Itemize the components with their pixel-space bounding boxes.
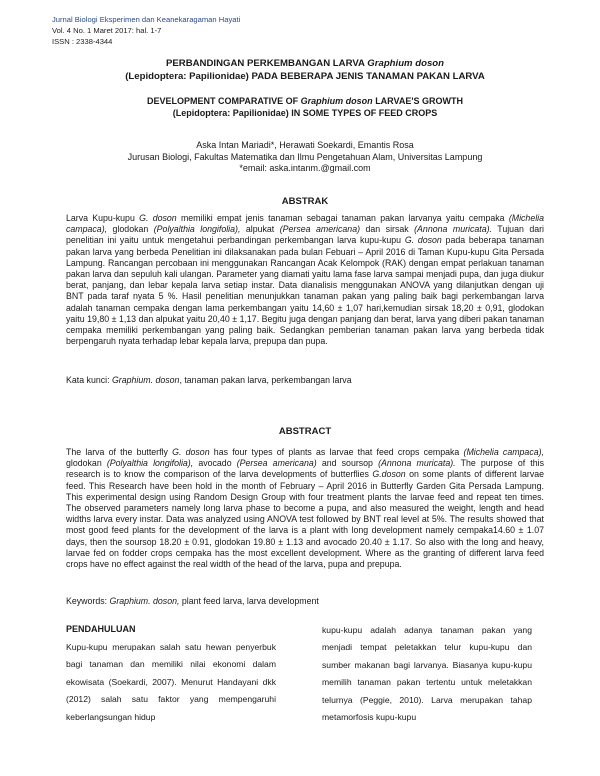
title-indonesian [70,58,540,83]
abstract-heading: ABSTRACT [278,426,332,437]
journal-header [52,14,240,47]
journal-volume: Vol. 4 No. 1 Maret 2017: hal. 1-7 [52,26,162,35]
intro-column-left [66,622,276,726]
abstract-body: The larva of the butterfly G. doson has four types of plants as larvae that feed crops cempaka (Michelia campaca), glodokan (Polyalthia longifolia), avocado (Persea americana) and soursop (Annona muricata). The purpose of this research is to know the comparison of the larva developments of butterflies G.doson on some plants of different larvae feed. This Research have been hold in the month of February – April 2016 in Butterfly Garden Gita Persada Lampung. This experimental design using Random Design Group with four treatment plants the larvae feed and repeat ten times. The observed parameters namely long larva phase to become a pupa, and also measured the weight, length and head widths larva every instar. Data was analyzed using ANOVA test followed by BNT real level at 5%. The results showed that most good feed plants for the development of the larva is a plant with long development namely cempaka14.60 ± 1.07 days, then the soursop 18.20 ± 0.91, glodokan 19.80 ± 1.13 and avocado 20.40 ± 1.17. So also with the long and heavy, larvae fed on fodder crops cempaka has the most excellent development. Where as the granting of different larva feed crops have no effect against the real width of the head of the larva, pupa and prepupa. [66,447,545,570]
intro-column-right [322,622,532,726]
journal-name: Jurnal Biologi Eksperimen dan Keanekaragaman Hayati [52,15,241,24]
title-en-species: Graphium doson [300,96,373,106]
author-email: *email: aska.intanm.@gmail.com [239,163,371,173]
title-en-line2: (Lepidoptera: Papilionidae) IN SOME TYPES OF FEED CROPS [172,107,438,118]
pendahuluan-heading: PENDAHULUAN [66,624,136,634]
abstrak-heading: ABSTRAK [281,196,329,207]
intro-text-left: Kupu-kupu merupakan salah satu hewan penyerbuk bagi tanaman dan memiliki nilai ekonomi dalam ekowisata (Soekardi, 2007). Menurut Handayani dkk (2012) salah satu faktor yang mempengaruhi keberlangsungan hidup [66,642,276,722]
title-en-prefix: DEVELOPMENT COMPARATIVE OF [146,96,299,106]
title-id-line1: PERBANDINGAN PERKEMBANGAN LARVA [165,58,365,69]
title-id-line2: (Lepidoptera: Papilionidae) PADA BEBERAPA JENIS TANAMAN PAKAN LARVA [125,70,485,82]
author-block [70,140,540,175]
author-names: Aska Intan Mariadi*, Herawati Soekardi, Emantis Rosa [196,140,414,150]
abstrak-keywords: Kata kunci: Graphium. doson, tanaman pakan larva, perkembangan larva [66,375,352,385]
title-en-suffix: LARVAE'S GROWTH [375,96,463,106]
intro-text-right: kupu-kupu adalah adanya tanaman pakan yang menjadi tempat peletakkan telur kupu-kupu dan sumber makanan bagi larvanya. Biasanya kupu-kupu memilih tanaman pakan tertentu untuk meletakkan telurnya (Peggie, 2010). Larva merupakan tahap metamorfosis kupu-kupu [322,625,532,723]
abstract-keywords: Keywords: Graphium. doson, plant feed larva, larva development [66,596,319,606]
title-english [70,96,540,119]
journal-issn: ISSN : 2338-4344 [52,37,113,46]
abstrak-body: Larva Kupu-kupu G. doson memiliki empat jenis tanaman sebagai tanaman pakan larvanya yaitu cempaka (Michelia campaca), glodokan (Polyalthia longifolia), alpukat (Persea americana) dan sirsak (Annona muricata). Tujuan dari penelitian ini yaitu untuk mengetahui perbandingan perkembangan larva kupu-kupu G. doson pada beberapa tanaman pakan larva yang berbeda Penelitian ini dilaksanakan pada bulan Febuari – April 2016 di Taman Kupu-kupu Gita Persada Lampung. Rancangan percobaan ini menggunakan Rancangan Acak Kelompok (RAK) dengan empat perlakuan tanaman pakan larva dan sepuluh kali ulangan. Parameter yang diamati yaitu lama fase larva sampai menjadi pupa, dan juga diukur berat, panjang, dan lebar kepala larva setiap instar. Data dianalisis menggunakan ANOVA yang dilanjutkan dengan uji BNT pada taraf nyata 5 %. Hasil penelitian menunjukkan tanaman pakan yang paling baik bagi perkembangan larva adalah tanaman cempaka dengan lama perkembangan yaitu 14,60 ± 1,07 hari,kemudian sirsak 18,20 ± 0,91, glodokan yaitu 19,80 ± 1,13 dan alpukat yaitu 20,40 ± 1,17. Begitu juga dengan panjang dan berat, larva yang diberi pakan tanaman cempaka memiliki perkembangan yang paling baik. Sedangkan pemberian tanaman pakan larva yang berbeda tidak berpengaruh nyata terhadap lebar kepala larva, prepupa dan pupa. [66,213,545,347]
author-affiliation: Jurusan Biologi, Fakultas Matematika dan Ilmu Pengetahuan Alam, Universitas Lampung [127,151,483,162]
title-id-species: Graphium doson [367,58,445,69]
